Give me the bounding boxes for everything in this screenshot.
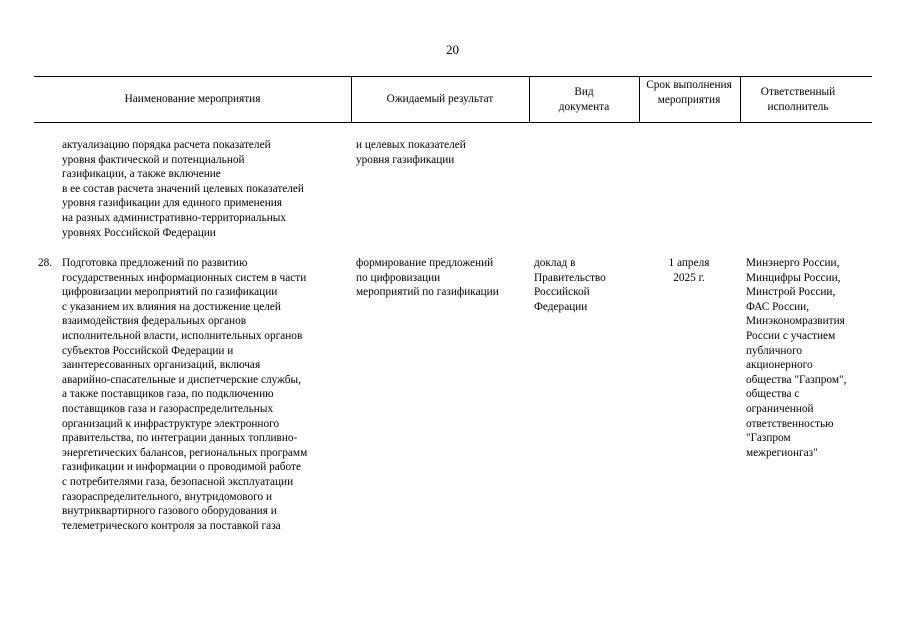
text-line: Минстрой России, bbox=[746, 286, 836, 299]
text-line: ответственностью bbox=[746, 417, 834, 430]
text-line: 2025 г. bbox=[673, 271, 705, 284]
text-line: акционерного bbox=[746, 359, 813, 372]
header-deadline: Срок выполнения мероприятия bbox=[646, 79, 732, 106]
text-line: мероприятий по газификации bbox=[356, 286, 499, 299]
text-line: газификации, а также включение bbox=[62, 168, 221, 181]
text-line: Минцифры России, bbox=[746, 271, 841, 284]
header-name: Наименование мероприятия bbox=[124, 93, 261, 105]
text-line: на разных административно-территориальных bbox=[62, 211, 287, 224]
text-line: газификации и информации о проводимой работе bbox=[62, 461, 301, 474]
text-line: исполнительной власти, исполнительных органов bbox=[62, 329, 303, 342]
text-line: общества с bbox=[746, 388, 800, 401]
text-line: ограниченной bbox=[746, 402, 814, 415]
text-line: телеметрического контроля за поставкой газа bbox=[62, 519, 281, 532]
header-doc-type: Вид документа bbox=[558, 86, 610, 113]
continuation-name bbox=[62, 138, 304, 240]
text-line: в ее состав расчета значений целевых показателей bbox=[62, 182, 304, 195]
page-number: 20 bbox=[446, 42, 459, 57]
text-line: с указанием их влияния на достижение целей bbox=[62, 300, 281, 313]
table-header-bottom-rule bbox=[34, 122, 872, 123]
text-line: с потребителями газа, безопасной эксплуатации bbox=[62, 475, 294, 488]
text-line: актуализацию порядка расчета показателей bbox=[62, 139, 271, 151]
header-result: Ожидаемый результат bbox=[386, 93, 494, 105]
text-line: уровня газификации bbox=[356, 153, 455, 166]
text-line: уровнях Российской Федерации bbox=[62, 226, 216, 239]
text-line: доклад в bbox=[534, 257, 576, 269]
header-responsible: Ответственный исполнитель bbox=[760, 86, 836, 113]
text-line: государственных информационных систем в части bbox=[62, 271, 307, 284]
text-line: Российской bbox=[534, 286, 590, 299]
text-line: цифровизации мероприятий по газификации bbox=[62, 286, 278, 299]
text-line: Подготовка предложений по развитию bbox=[62, 257, 248, 269]
row-name bbox=[62, 256, 307, 533]
header-col-divider bbox=[529, 76, 530, 122]
text-line: формирование предложений bbox=[356, 257, 494, 269]
text-line: межрегионгаз" bbox=[746, 446, 818, 459]
continuation-result bbox=[356, 138, 466, 167]
text-line: России с участием bbox=[746, 329, 836, 342]
text-line: организаций к инфраструктуре электронного bbox=[62, 417, 280, 430]
row-doc-type bbox=[534, 256, 606, 314]
text-line: энергетических балансов, региональных программ bbox=[62, 446, 308, 459]
text-line: газораспределительного, внутридомового и bbox=[62, 490, 273, 503]
table-top-rule bbox=[34, 76, 872, 77]
text-line: внутриквартирного газового оборудования и bbox=[62, 505, 277, 518]
text-line: субъектов Российской Федерации и bbox=[62, 344, 234, 357]
text-line: и целевых показателей bbox=[356, 139, 466, 151]
text-line: а также поставщиков газа, по подключению bbox=[62, 388, 274, 401]
row-responsible bbox=[746, 256, 846, 460]
text-line: поставщиков газа и газораспределительных bbox=[62, 402, 274, 415]
text-line: ФАС России, bbox=[746, 300, 810, 313]
text-line: Минэнерго России, bbox=[746, 257, 840, 269]
row-deadline bbox=[645, 256, 733, 285]
text-line: уровня фактической и потенциальной bbox=[62, 153, 245, 166]
text-line: Минэкономразвития bbox=[746, 315, 845, 328]
text-line: по цифровизации bbox=[356, 271, 441, 284]
text-line: "Газпром bbox=[746, 432, 791, 445]
text-line: взаимодействия федеральных органов bbox=[62, 315, 247, 328]
text-line: публичного bbox=[746, 344, 803, 357]
text-line: Федерации bbox=[534, 300, 588, 313]
text-line: общества "Газпром", bbox=[746, 373, 847, 386]
text-line: правительства, по интеграции данных топливно- bbox=[62, 432, 298, 445]
text-line: Правительство bbox=[534, 271, 606, 284]
header-col-divider bbox=[639, 76, 640, 122]
text-line: заинтересованных организаций, включая bbox=[62, 359, 261, 372]
text-line: уровня газификации для единого применения bbox=[62, 197, 282, 210]
text-line: аварийно-спасательные и диспетчерские службы, bbox=[62, 373, 301, 386]
text-line: 1 апреля bbox=[668, 257, 710, 269]
header-col-divider bbox=[740, 76, 741, 122]
row-result bbox=[356, 256, 499, 300]
row-number: 28. bbox=[38, 257, 53, 269]
